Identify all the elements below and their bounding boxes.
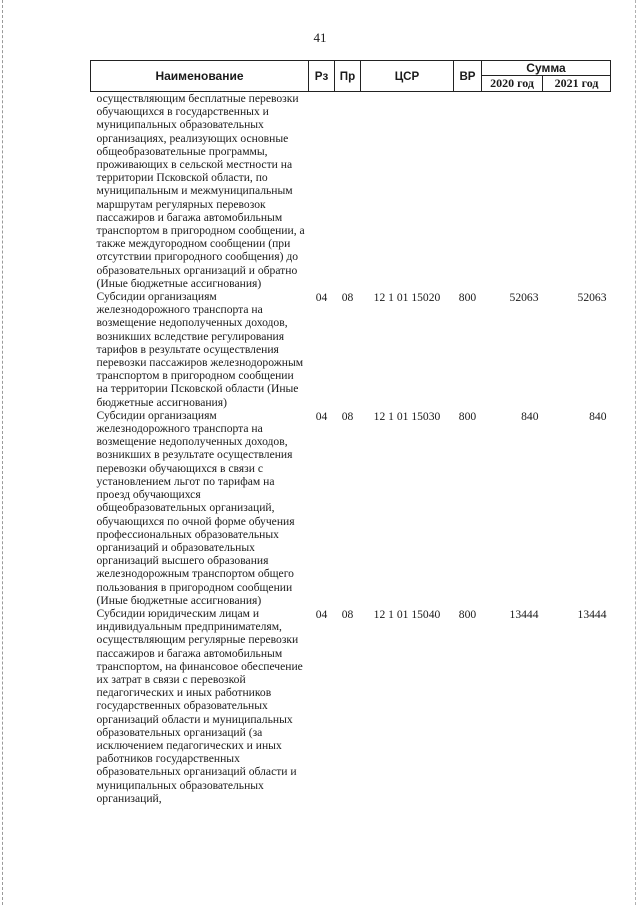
row-name: осуществляющим бесплатные перевозки обучающихся в государственных и муниципальных образовательных организациях, реализующих основные общеобразовательные программы, проживающих в сельской местности на территории Псковской области, по муниципальным и межмуниципальным маршрутам регулярных перевозок пассажиров и багажа автомобильным транспортом в пригородном сообщении, а также междугородном сообщении (при отсутствии пригородного сообщения) до образовательных организаций и обратно (Иные бюджетные ассигнования): [96, 92, 305, 290]
row-pr: [335, 92, 361, 291]
row-sum-2021: 840: [589, 409, 607, 423]
table-row: [91, 290, 611, 409]
row-vr: 800: [458, 291, 477, 305]
scan-edge-left: [2, 0, 4, 905]
header-sum: Сумма: [482, 61, 611, 76]
header-name: Наименование: [91, 61, 309, 92]
row-name: Субсидии организациям железнодорожного транспорта на возмещение недополученных доходов, возникших вследствие регулирования тарифов в результате осуществления перевозки пассажиров железнодорожным транспортом в пригородном сообщении на территории Псковской области (Иные бюджетные ассигнования): [96, 290, 304, 409]
scan-edge-right: [635, 0, 637, 905]
budget-table: [90, 60, 611, 805]
header-vr: ВР: [454, 61, 482, 92]
row-vr: [454, 92, 482, 291]
row-sum-2020: 840: [521, 409, 539, 423]
table-row: [91, 409, 611, 607]
row-pr: 08: [341, 291, 354, 305]
header-csr: ЦСР: [361, 61, 454, 92]
header-year-2021: 2021 год: [543, 76, 611, 92]
row-name: Субсидии юридическим лицам и индивидуальным предпринимателям, осуществляющим регулярные перевозки пассажиров и багажа автомобильным транспортом, на финансовое обеспечение их затрат в связи с перевозкой педагогических и иных работников государственных образовательных организаций области и муниципальных образовательных организаций (за исключением педагогических и иных работников государственных образовательных организаций области и муниципальных образовательных организаций,: [96, 606, 303, 805]
page-number: 41: [313, 30, 327, 45]
row-rz: 04: [315, 409, 328, 423]
row-rz: [309, 92, 335, 291]
row-sum-2020: [482, 92, 543, 291]
row-vr: 800: [458, 607, 477, 621]
row-csr: 12 1 01 15030: [373, 409, 441, 423]
row-sum-2020: 13444: [509, 607, 539, 621]
row-csr: [361, 92, 454, 291]
row-name: Субсидии организациям железнодорожного транспорта на возмещение недополученных доходов, возникших в результате осуществления перевозки обучающихся в связи с установлением льгот по тарифам на проезд обучающихся общеобразовательных организаций, обучающихся по очной форме обучения профессиональных образовательных организаций и образовательных организаций высшего образования железнодорожным транспортом общего пользования в пригородном сообщении (Иные бюджетные ассигнования): [96, 408, 295, 607]
row-vr: 800: [458, 409, 477, 423]
header-rz: Рз: [309, 61, 335, 92]
row-sum-2021: [543, 92, 611, 291]
row-csr: 12 1 01 15020: [373, 291, 441, 305]
row-pr: 08: [341, 607, 354, 621]
row-sum-2020: 52063: [509, 291, 539, 305]
row-rz: 04: [315, 291, 328, 305]
header-pr: Пр: [335, 61, 361, 92]
row-pr: 08: [341, 409, 354, 423]
table-row: [91, 92, 611, 291]
row-sum-2021: 13444: [577, 607, 607, 621]
table-row: [91, 607, 611, 805]
header-year-2020: 2020 год: [482, 76, 543, 92]
row-rz: 04: [315, 607, 328, 621]
row-sum-2021: 52063: [577, 291, 607, 305]
row-csr: 12 1 01 15040: [373, 607, 441, 621]
